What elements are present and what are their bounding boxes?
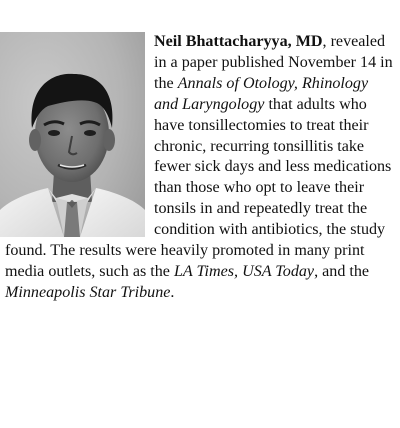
article-body xyxy=(5,32,396,304)
text-segment: , and the xyxy=(314,262,370,280)
text-segment: . xyxy=(170,283,175,301)
author-portrait xyxy=(0,32,145,237)
text-segment: , revealed in a paper published November 14 in the xyxy=(154,33,393,92)
journal-title: Annals of Otology, Rhinology and Laryngology xyxy=(154,74,369,113)
outlet-name: Minneapolis Star Tribune xyxy=(5,283,171,301)
outlet-names: LA Times, USA Today xyxy=(173,262,315,280)
text-segment: that adults who have tonsillectomies to treat their chronic, recurring tonsillitis take fewer sick days and less medications than those who opt to leave their tonsils in and repeatedly treat the condition with antibiotics, the study found. The results were heavily promoted in many print media outlets, such as the xyxy=(5,95,392,280)
author-name: Neil Bhattacharyya, MD xyxy=(154,33,323,50)
